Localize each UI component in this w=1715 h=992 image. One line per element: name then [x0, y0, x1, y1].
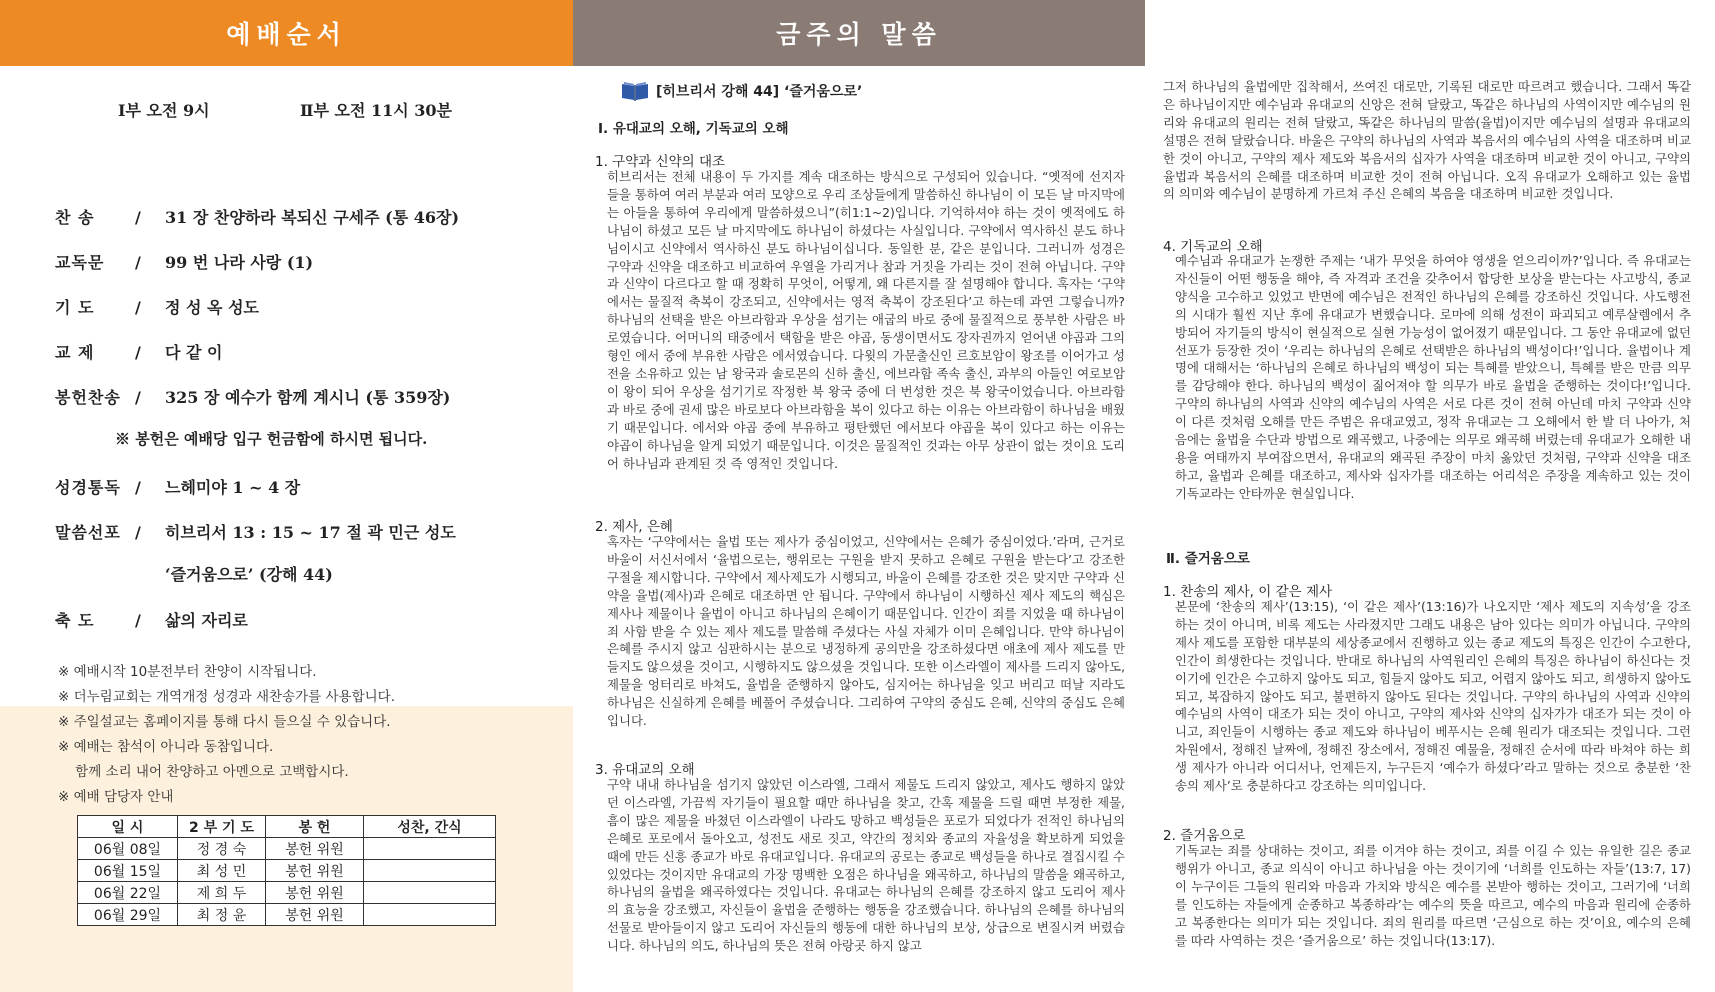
- note-item: ※ 주일설교는 홈페이지를 통해 다시 들으실 수 있습니다.: [58, 714, 391, 730]
- table-row: [78, 904, 496, 926]
- section5-text: [1163, 598, 1691, 813]
- duty-date: 06월 08일: [78, 838, 178, 860]
- section1-body: 히브리서는 전체 내용이 두 가지를 계속 대조하는 방식으로 구성되어 있습니다. “옛적에 선지자들을 통하여 여러 부분과 여러 모양으로 우리 조상들에게 말씀하신 하나님이 이 모든 날 마지막에는 아들을 통하여 우리에게 말씀하셨으니”(히1:1~2)입니다. 기억하셔야 하는 것이 옛적에도 하나님이 하셨고 모든 날 마지막에도 하나님이 하셨다는 사실입니다. 구약에서 역사하신 분도 하나님이시고 신약에서 역사하신 분도 하나님이십니다. 동일한 분, 같은 분입니다. 그러니까 성경은 구약과 신약을 대조하고 비교하여 우열을 가리거나 참과 거짓을 가리는 것이 전혀 아닙니다. 구약과 신약이 다르다고 할 때 정확히 무엇이, 어떻게, 왜 다른지를 잘 설명해야 합니다. 혹자는 ‘구약에서는 물질적 축복이 강조되고, 신약에서는 영적 축복이 강조된다’고 하는데 과연 그렇습니까? 하나님의 선택을 받은 아브라함과 우상을 섬기는 애굽의 바로 중에 물질적으로 풍부한 사람은 바로였습니다. 어머니의 태중에서 택함을 받은 야곱, 동생이면서도 장자권까지 얻어낸 야곱과 그의 형인 에서 중에 부유한 사람은 에서였습니다. 다윗의 가문출신인 르호보암이 왕조를 이어가고 성전을 소유하고 있는 남 왕국과 솔로몬의 신하 출신, 에브라함 족속 출신, 과부의 아들인 여로보암이 왕이 되어 우상을 섬기기로 작정한 북 왕국 중에 더 번성한 것은 북 왕국이었습니다. 아브라함과 바로 중에 권세 많은 바로보다 아브라함을 복이 있다고 하는 이유는 아브라함이 하나님을 배웠기 때문입니다. 에서와 야곱 중에 부유하고 평탄했던 에서보다 야곱을 복이 있다고 하는 이유는 야곱이 하나님을 알게 되었기 때문입니다. 이것은 물질적인 것과는 아무 상관이 없는 것이요 도리어 하나님과 관계된 것 즉 영적인 것입니다.: [607, 169, 1125, 471]
- order-key: 성경통독: [55, 478, 121, 497]
- order-sep: /: [135, 343, 141, 362]
- order-key: 말씀선포: [55, 523, 121, 542]
- duty-communion: [364, 882, 496, 904]
- section3-text: [595, 776, 1125, 988]
- order-sep: /: [135, 523, 141, 542]
- sermon-subtitle: ‘즐거움으로’ (강해 44): [165, 565, 333, 584]
- service-time-2: Ⅱ부 오전 11시 30분: [300, 101, 453, 120]
- duty-offering: 봉헌 위원: [266, 838, 364, 860]
- order-sep: /: [135, 253, 141, 272]
- order-value: 느헤미야 1 ~ 4 장: [165, 478, 301, 497]
- part1-title: Ⅰ. 유대교의 오해, 기독교의 오해: [598, 121, 789, 137]
- section5-title: 1. 찬송의 제사, 이 같은 제사: [1163, 584, 1333, 600]
- duty-header-communion: 성찬, 간식: [364, 816, 496, 838]
- service-time-1: Ⅰ부 오전 9시: [118, 101, 210, 120]
- section5-body: 본문에 ‘찬송의 제사’(13:15), ‘이 같은 제사’(13:16)가 나오지만 ‘제사 제도의 지속성’을 강조하는 것이 아니며, 비록 제도는 사라졌지만 그래도 내용은 남아 있다는 의미가 아닙니다. 구약의 제사 제도를 포함한 대부분의 세상종교에서 진행하고 있는 종교 제도의 특징은 인간이 수고한다, 인간이 희생한다는 것입니다. 반대로 하나님의 사역원리인 은혜의 특징은 하나님이 하신다는 것이기에 인간은 수고하지 않아도 되고, 힘들지 않아도 되고, 어렵지 않아도 되고, 희생하지 않아도 되고, 복잡하지 않아도 되고, 불편하지 않아도 된다는 것입니다. 구약의 하나님의 사역과 신약의 예수님의 사역이 대조가 되는 것이 아니고, 구약의 제사와 신약의 십자가가 대조가 되는 것이 아니고, 죄인들이 시행하는 종교 제도와 하나님이 베푸시는 은혜 원리가 대조되는 것입니다. 그런 차원에서, 정해진 날짜에, 정해진 장소에서, 정해진 예물을, 정해진 순서에 따라 바쳐야 하는 희생 제사가 아니라 어디서나, 언제든지, 누구든지 ‘예수가 하셨다’라고 말하는 것으로 충분한 ‘찬송의 제사’로 충분하다고 강조하는 의미입니다.: [1175, 599, 1691, 794]
- worship-order-header: 예배순서: [0, 0, 573, 66]
- order-value: 히브리서 13 : 15 ~ 17 절 곽 민근 성도: [165, 523, 456, 542]
- duty-prayer: 정 경 숙: [178, 838, 266, 860]
- order-item-prayer: [55, 295, 259, 318]
- order-item-bible-reading: [55, 475, 300, 498]
- duty-date: 06월 15일: [78, 860, 178, 882]
- sermon-title-text: [히브리서 강해 44] ‘즐거움으로’: [656, 84, 863, 100]
- order-key: 찬 송: [55, 208, 95, 227]
- section6-title: 2. 즐거움으로: [1163, 828, 1246, 844]
- order-item-hymn: [55, 205, 459, 228]
- order-key: 기 도: [55, 298, 95, 317]
- order-sep: /: [135, 388, 141, 407]
- order-item-fellowship: [55, 340, 223, 363]
- duty-offering: 봉헌 위원: [266, 904, 364, 926]
- table-row: [78, 838, 496, 860]
- duty-offering: 봉헌 위원: [266, 860, 364, 882]
- duty-offering: 봉헌 위원: [266, 882, 364, 904]
- order-sep: /: [135, 208, 141, 227]
- sermon-header: 금주의 말씀: [573, 0, 1145, 66]
- section3-body: 구약 내내 하나님을 섬기지 않았던 이스라엘, 그래서 제물도 드리지 않았고, 제사도 행하지 않았던 이스라엘, 가끔씩 자기들이 필요할 때만 하나님을 찾고, 간혹 제물을 드릴 때면 부정한 제물, 흠이 많은 제물을 바쳤던 이스라엘이 나라도 망하고 백성들은 포로가 되었다가 전적인 하나님의 은혜로 포로에서 돌아오고, 성전도 새로 짓고, 약간의 정치와 종교의 자율성을 확보하게 되었을 때에 만든 신흥 종교가 바로 유대교입니다. 유대교의 공로는 종교로 백성들을 하나로 결집시킬 수 있었다는 것이지만 유대교의 가장 명백한 오점은 하나님을 왜곡하고, 하나님의 말씀을 왜곡하고, 하나님의 율법을 왜곡하였다는 것입니다. 유대교는 하나님의 은혜를 강조하지 않고 도리어 제사의 효능을 강조했고, 자신들이 율법을 준행하는 행동을 강조했습니다. 하나님의 은혜를 하나님의 선물로 받아들이지 않고 도리어 자신들의 행동에 대한 하나님의 보상, 상급으로 변질시켜 버렸습니다. 하나님의 의도, 하나님의 뜻은 전혀 아랑곳 하지 않고: [607, 777, 1125, 954]
- duty-communion: [364, 860, 496, 882]
- duty-date: 06월 29일: [78, 904, 178, 926]
- order-item-responsive-reading: [55, 250, 313, 273]
- section4-title: 4. 기독교의 오해: [1163, 239, 1263, 255]
- duty-header-date: 일 시: [78, 816, 178, 838]
- order-value: 31 장 찬양하라 복되신 구세주 (통 46장): [165, 208, 460, 227]
- order-value: 99 번 나라 사랑 (1): [165, 253, 314, 272]
- continued-body: 그저 하나님의 율법에만 집착해서, 쓰여진 대로만, 기록된 대로만 따르려고 했습니다. 그래서 똑같은 하나님이지만 예수님과 유대교의 신앙은 전혀 달랐고, 똑같은 하나님의 사역이지만 예수님의 원리와 유대교의 원리는 전혀 달랐고, 똑같은 하나님의 말씀(율법)이지만 예수님의 설명과 유대교의 설명은 전혀 달랐습니다. 바울은 구약의 하나님의 사역과 복음서의 예수님의 사역을 대조하며 비교한 것이 아니고, 구약의 제사 제도와 복음서의 십자가 사역을 대조하며 비교한 것이 아니고, 구약의 율법과 복음서의 은혜를 대조하며 비교한 것이 전혀 아닙니다. 오직 유대교가 오해하고 있는 율법의 의미와 예수님이 분명하게 가르쳐 주신 은혜의 복음을 대조하며 비교한 것입니다.: [1163, 79, 1691, 202]
- table-row: [78, 860, 496, 882]
- order-sep: /: [135, 611, 141, 630]
- table-row: [78, 882, 496, 904]
- order-item-benediction: [55, 608, 248, 631]
- order-key: 교 제: [55, 343, 95, 362]
- note-item: ※ 더누림교회는 개역개정 성경과 새찬송가를 사용합니다.: [58, 689, 396, 705]
- note-item: ※ 예배 담당자 안내: [58, 789, 174, 805]
- order-value: 325 장 예수가 함께 계시니 (통 359장): [165, 388, 451, 407]
- note-item: 함께 소리 내어 찬양하고 아멘으로 고백합시다.: [58, 764, 349, 780]
- duty-prayer: 제 희 두: [178, 882, 266, 904]
- open-book-icon: [620, 80, 650, 102]
- duty-table: [77, 815, 496, 926]
- note-item: ※ 예배시작 10분전부터 찬양이 시작됩니다.: [58, 664, 317, 680]
- section6-body: 기독교는 죄를 상대하는 것이고, 죄를 이겨야 하는 것이고, 죄를 이길 수 있는 유일한 길은 종교 행위가 아니고, 종교 의식이 아니고 하나님을 아는 것이기에 ‘너희를 인도하는 자들’(13:7, 17)이 누구이든 그들의 원리와 마음과 가치와 방식은 예수를 본받아 행하는 것이고, 그러기에 ‘너희를 인도하는 자들에게 순종하고 복종하라’는 예수의 뜻을 따르고, 예수의 마음과 원리에 순종하고 복종한다는 의미가 되는 것입니다. 죄의 원리를 따르면 ‘근심으로 하는 것’이요, 예수의 은혜를 따라 사역하는 것은 ‘즐거움으로’ 하는 것입니다(13:17).: [1175, 843, 1691, 948]
- section3-title: 3. 유대교의 오해: [595, 762, 695, 778]
- order-sep: /: [135, 478, 141, 497]
- sermon-title: [620, 80, 862, 102]
- order-item-offering-hymn: [55, 385, 450, 408]
- order-item-sermon: [55, 520, 456, 543]
- duty-communion: [364, 838, 496, 860]
- order-value: 삶의 자리로: [165, 611, 248, 630]
- section6-text: [1163, 842, 1691, 988]
- duty-prayer: 최 성 민: [178, 860, 266, 882]
- order-key: 축 도: [55, 611, 95, 630]
- part2-title: Ⅱ. 즐거움으로: [1166, 551, 1250, 567]
- section1-text: [595, 168, 1125, 498]
- duty-communion: [364, 904, 496, 926]
- order-key: 봉헌찬송: [55, 388, 121, 407]
- section2-text: [595, 533, 1125, 748]
- duty-date: 06월 22일: [78, 882, 178, 904]
- duty-prayer: 최 정 윤: [178, 904, 266, 926]
- duty-header-offering: 봉 헌: [266, 816, 364, 838]
- section2-title: 2. 제사, 은혜: [595, 519, 673, 535]
- continued-text: [1163, 78, 1691, 223]
- duty-header-prayer: 2 부 기 도: [178, 816, 266, 838]
- order-key: 교독문: [55, 253, 105, 272]
- order-value: 다 같 이: [165, 343, 223, 362]
- right-header-blank: [1145, 0, 1715, 66]
- order-value: 정 성 옥 성도: [165, 298, 259, 317]
- note-item: ※ 예배는 참석이 아니라 동참입니다.: [58, 739, 274, 755]
- section1-title: 1. 구약과 신약의 대조: [595, 154, 726, 170]
- offering-notice: ※ 봉헌은 예배당 입구 헌금함에 하시면 됩니다.: [115, 430, 428, 448]
- section2-body: 혹자는 ‘구약에서는 율법 또는 제사가 중심이었고, 신약에서는 은혜가 중심이었다.’라며, 근거로 바울이 서신서에서 ‘율법으로는, 행위로는 구원을 받지 못하고 은혜로 구원을 받는다’고 강조한 구절을 제시합니다. 구약에서 제사제도가 시행되고, 바울이 은혜를 강조한 것은 맞지만 구약과 신약을 율법(제사)과 은혜로 대조하면 안 됩니다. 구약에서 하나님이 시행하신 제사 제도의 핵심은 제사나 제물이나 율법이 아니고 하나님의 은혜이기 때문입니다. 인간이 죄를 지었을 때 하나님이 죄 사함 받을 수 있는 제사 제도를 말씀해 주셨다는 사실 자체가 이미 은혜입니다. 만약 하나님이 은혜를 주시지 않고 심판하시는 분으로 냉정하게 공의만을 강조하셨다면 애초에 제사 제도를 만들지도 않으셨을 것이고, 시행하지도 않으셨을 것입니다. 또한 이스라엘이 제사를 드리지 않아도, 제물을 엉터리로 바쳐도, 율법을 준행하지 않아도, 심지어는 하나님을 잊고 버리고 떠날 지라도 하나님은 신실하게 은혜를 베풀어 주셨습니다. 그리하여 구약의 중심도 은혜, 신약의 중심도 은혜입니다.: [607, 534, 1125, 729]
- order-sep: /: [135, 298, 141, 317]
- notes-list: [58, 660, 568, 810]
- section4-body: 예수님과 유대교가 논쟁한 주제는 ‘내가 무엇을 하여야 영생을 얻으리이까?’입니다. 즉 유대교는 자신들이 어떤 행동을 해야, 즉 자격과 조건을 갖추어서 합당한 보상을 받는다는 사고방식, 종교양식을 고수하고 있었고 반면에 예수님은 전적인 하나님의 은혜를 강조하신 것입니다. 사도행전의 시대가 훨씬 지난 후에 유대교가 변했습니다. 로마에 의해 성전이 파괴되고 예루살렘에서 추방되어 자기들의 방식이 현실적으로 실현 가능성이 없어졌기 때문입니다. 그 동안 유대교에 없던 선포가 등장한 것이 ‘우리는 하나님의 은혜로 선택받은 하나님의 백성이다!’입니다. 율법이나 계명에 대해서는 ‘하나님의 은혜로 하나님의 백성이 되는 특혜를 받았으니, 특혜를 받은 만큼 의무를 감당해야 한다. 하나님의 백성이 짊어져야 할 의무가 바로 율법을 준행하는 것이다!’입니다. 구약의 하나님의 사역과 신약의 예수님의 사역은 서로 다른 것이 전혀 아닌데 마치 구약과 신약이 다른 것처럼 오해를 만든 주범은 유대교였고, 정작 유대교는 그 오해에서 한 발 더 나아가, 처음에는 율법을 수단과 방법으로 왜곡했고, 나중에는 의무로 왜곡해 버렸는데 유대교가 오해한 내용을 여태까지 부여잡으면서, 유대교의 왜곡된 주장이 마치 옳았던 것처럼, 구약과 신약을 대조하고, 율법과 은혜를 대조하고, 제사와 십자가를 대조하는 어리석은 주장을 계속하고 있는 것이 기독교라는 안타까운 현실입니다.: [1175, 253, 1691, 501]
- section4-text: [1163, 252, 1691, 527]
- duty-table-header: [78, 816, 496, 838]
